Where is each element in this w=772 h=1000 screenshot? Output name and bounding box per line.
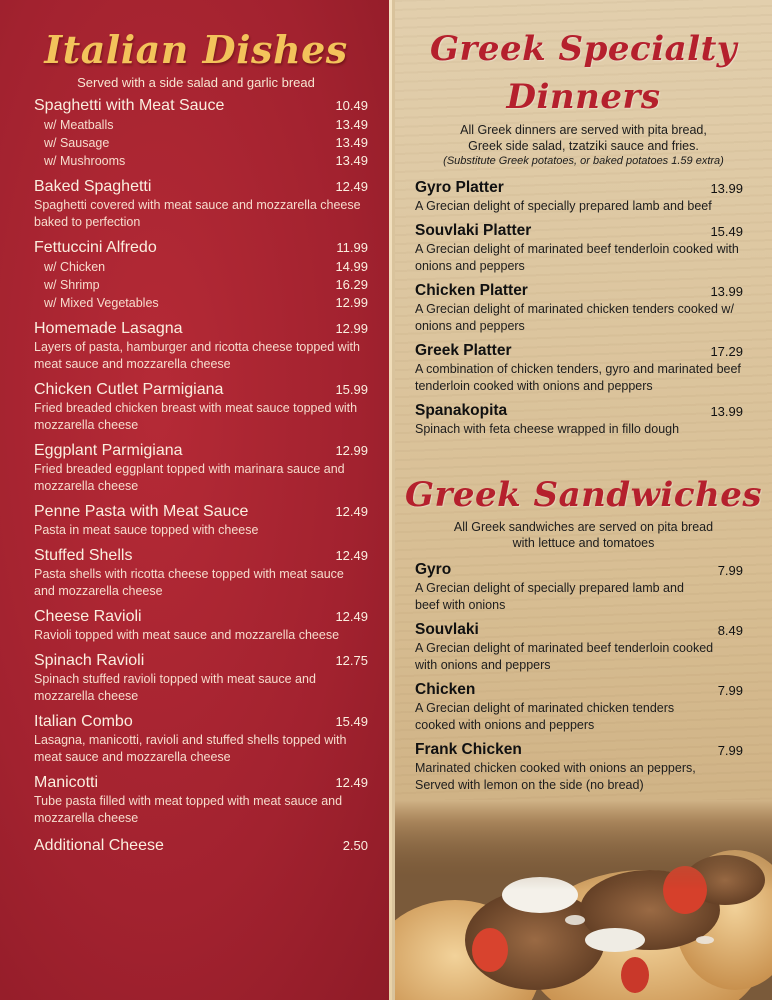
item-description: A Grecian delight of marinated beef tenderloin cooked with onions and peppers: [415, 242, 739, 273]
item-name: Souvlaki: [415, 621, 479, 638]
item-description: Marinated chicken cooked with onions an peppers, Served with lemon on the side (no bread): [415, 761, 696, 792]
item-name: Chicken Cutlet Parmigiana: [34, 381, 224, 398]
item-option: [34, 134, 368, 152]
item-description: Layers of pasta, hamburger and ricotta cheese topped with meat sauce and mozzarella cheese: [34, 340, 360, 371]
item-name: Souvlaki Platter: [415, 222, 532, 239]
menu-item: [415, 178, 743, 215]
menu-item: [415, 740, 743, 794]
item-price: 12.49: [335, 504, 368, 519]
greek-sandwiches-note-line1: All Greek sandwiches are served on pita bread: [453, 520, 714, 534]
item-option: [34, 294, 368, 312]
menu-item: [34, 501, 368, 539]
item-price: 13.99: [710, 284, 743, 299]
option-price: 14.99: [335, 259, 368, 274]
item-price: 17.29: [710, 344, 743, 359]
item-name: Chicken Platter: [415, 282, 528, 299]
item-price: 11.99: [336, 240, 368, 255]
menu-item: [415, 401, 743, 438]
item-name: Homemade Lasagna: [34, 320, 183, 337]
item-name: Additional Cheese: [34, 837, 164, 854]
item-price: 15.49: [710, 224, 743, 239]
item-description: A Grecian delight of marinated beef tenderloin cooked with onions and peppers: [415, 641, 714, 672]
item-price: 12.49: [335, 609, 368, 624]
item-name: Stuffed Shells: [34, 547, 133, 564]
item-name: Gyro: [415, 561, 452, 578]
item-description: A combination of chicken tenders, gyro and marinated beef tenderloin cooked with onions and peppers: [415, 362, 741, 393]
item-description: Spinach stuffed ravioli topped with meat sauce and mozzarella cheese: [34, 672, 316, 703]
item-price: 12.49: [335, 548, 368, 563]
item-description: Ravioli topped with meat sauce and mozzarella cheese: [34, 628, 340, 642]
menu-item: [415, 620, 743, 674]
greek-dinners-note-line2: Greek side salad, tzatziki sauce and fries.: [468, 139, 699, 153]
item-description: A Grecian delight of marinated chicken tenders cooked with onions and peppers: [415, 701, 675, 732]
item-name: Cheese Ravioli: [34, 608, 142, 625]
item-option: [34, 116, 368, 134]
item-description: A Grecian delight of specially prepared lamb and beef: [415, 199, 712, 213]
item-name: Eggplant Parmigiana: [34, 442, 183, 459]
menu-item: [34, 176, 368, 231]
item-price: 12.99: [335, 443, 368, 458]
item-price: 12.99: [335, 321, 368, 336]
item-price: 8.49: [717, 623, 743, 638]
item-description: A Grecian delight of marinated chicken tenders cooked w/ onions and peppers: [415, 302, 734, 333]
option-price: 13.49: [335, 135, 368, 150]
item-name: Chicken: [415, 681, 476, 698]
option-price: 13.49: [335, 153, 368, 168]
menu-item: [34, 835, 368, 856]
italian-menu-list: [34, 95, 368, 856]
option-name: w/ Meatballs: [44, 118, 114, 132]
item-option: [34, 152, 368, 170]
option-name: w/ Shrimp: [44, 278, 100, 292]
item-description: Pasta in meat sauce topped with cheese: [34, 523, 259, 537]
item-name: Fettuccini Alfredo: [34, 239, 157, 256]
menu-item: [34, 650, 368, 705]
menu-item: [415, 221, 743, 275]
option-name: w/ Chicken: [44, 260, 106, 274]
greek-dinners-note-line1: All Greek dinners are served with pita bread,: [460, 123, 707, 137]
item-description: Fried breaded chicken breast with meat sauce topped with mozzarella cheese: [34, 401, 358, 432]
item-option: [34, 276, 368, 294]
item-name: Spanakopita: [415, 402, 508, 419]
item-price: 15.49: [335, 714, 368, 729]
item-description: Spinach with feta cheese wrapped in fillo dough: [415, 422, 680, 436]
menu-item: [415, 281, 743, 335]
menu-item: [34, 711, 368, 766]
greek-sandwiches-list: [415, 560, 743, 794]
option-price: 13.49: [335, 117, 368, 132]
greek-sandwiches-note-line2: with lettuce and tomatoes: [512, 536, 655, 550]
menu-item: [34, 545, 368, 600]
item-price: 12.49: [335, 775, 368, 790]
item-price: 10.49: [335, 98, 368, 113]
item-name: Gyro Platter: [415, 179, 504, 196]
option-name: w/ Sausage: [44, 136, 110, 150]
option-price: 16.29: [335, 277, 368, 292]
greek-dinners-title-line2: Dinners: [506, 77, 661, 117]
menu-item: [34, 772, 368, 827]
item-price: 13.99: [710, 181, 743, 196]
item-option: [34, 258, 368, 276]
option-name: w/ Mushrooms: [44, 154, 126, 168]
item-name: Penne Pasta with Meat Sauce: [34, 503, 249, 520]
item-price: 12.75: [335, 653, 368, 668]
item-description: Pasta shells with ricotta cheese topped with meat sauce and mozzarella cheese: [34, 567, 344, 598]
item-name: Italian Combo: [34, 713, 133, 730]
gyro-food-photo: [395, 800, 772, 1000]
item-name: Baked Spaghetti: [34, 178, 152, 195]
item-description: Fried breaded eggplant topped with marinara sauce and mozzarella cheese: [34, 462, 345, 493]
gyro-illustration: [395, 800, 772, 1000]
item-description: A Grecian delight of specially prepared lamb and beef with onions: [415, 581, 684, 612]
item-price: 7.99: [717, 743, 743, 758]
menu-item: [415, 341, 743, 395]
greek-dinners-note-line3: (Substitute Greek potatoes, or baked potatoes 1.59 extra): [443, 155, 724, 167]
item-price: 13.99: [710, 404, 743, 419]
greek-dinners-list: [415, 178, 743, 438]
item-name: Spinach Ravioli: [34, 652, 145, 669]
item-description: Tube pasta filled with meat topped with meat sauce and mozzarella cheese: [34, 794, 343, 825]
greek-sandwiches-title: Greek Sandwiches: [404, 475, 763, 515]
item-price: 15.99: [335, 382, 368, 397]
italian-subtitle: Served with a side salad and garlic bread: [77, 75, 315, 90]
item-description: Lasagna, manicotti, ravioli and stuffed shells topped with meat sauce and mozzarella cheese: [34, 733, 347, 764]
item-price: 2.50: [342, 838, 368, 853]
item-price: 7.99: [717, 563, 743, 578]
menu-item: [34, 237, 368, 312]
option-price: 12.99: [335, 295, 368, 310]
italian-title: Italian Dishes: [44, 27, 348, 72]
greek-dinners-title-line1: Greek Specialty: [429, 29, 738, 69]
menu-item: [415, 560, 743, 614]
menu-item: [415, 680, 743, 734]
menu-item: [34, 606, 368, 644]
item-price: 12.49: [335, 179, 368, 194]
menu-item: [34, 95, 368, 170]
option-name: w/ Mixed Vegetables: [44, 296, 159, 310]
menu-item: [34, 440, 368, 495]
item-name: Greek Platter: [415, 342, 512, 359]
item-name: Manicotti: [34, 774, 99, 791]
menu-item: [34, 318, 368, 373]
item-price: 7.99: [717, 683, 743, 698]
item-name: Spaghetti with Meat Sauce: [34, 97, 225, 114]
item-description: Spaghetti covered with meat sauce and mozzarella cheese baked to perfection: [34, 198, 361, 229]
item-name: Frank Chicken: [415, 741, 522, 758]
menu-item: [34, 379, 368, 434]
